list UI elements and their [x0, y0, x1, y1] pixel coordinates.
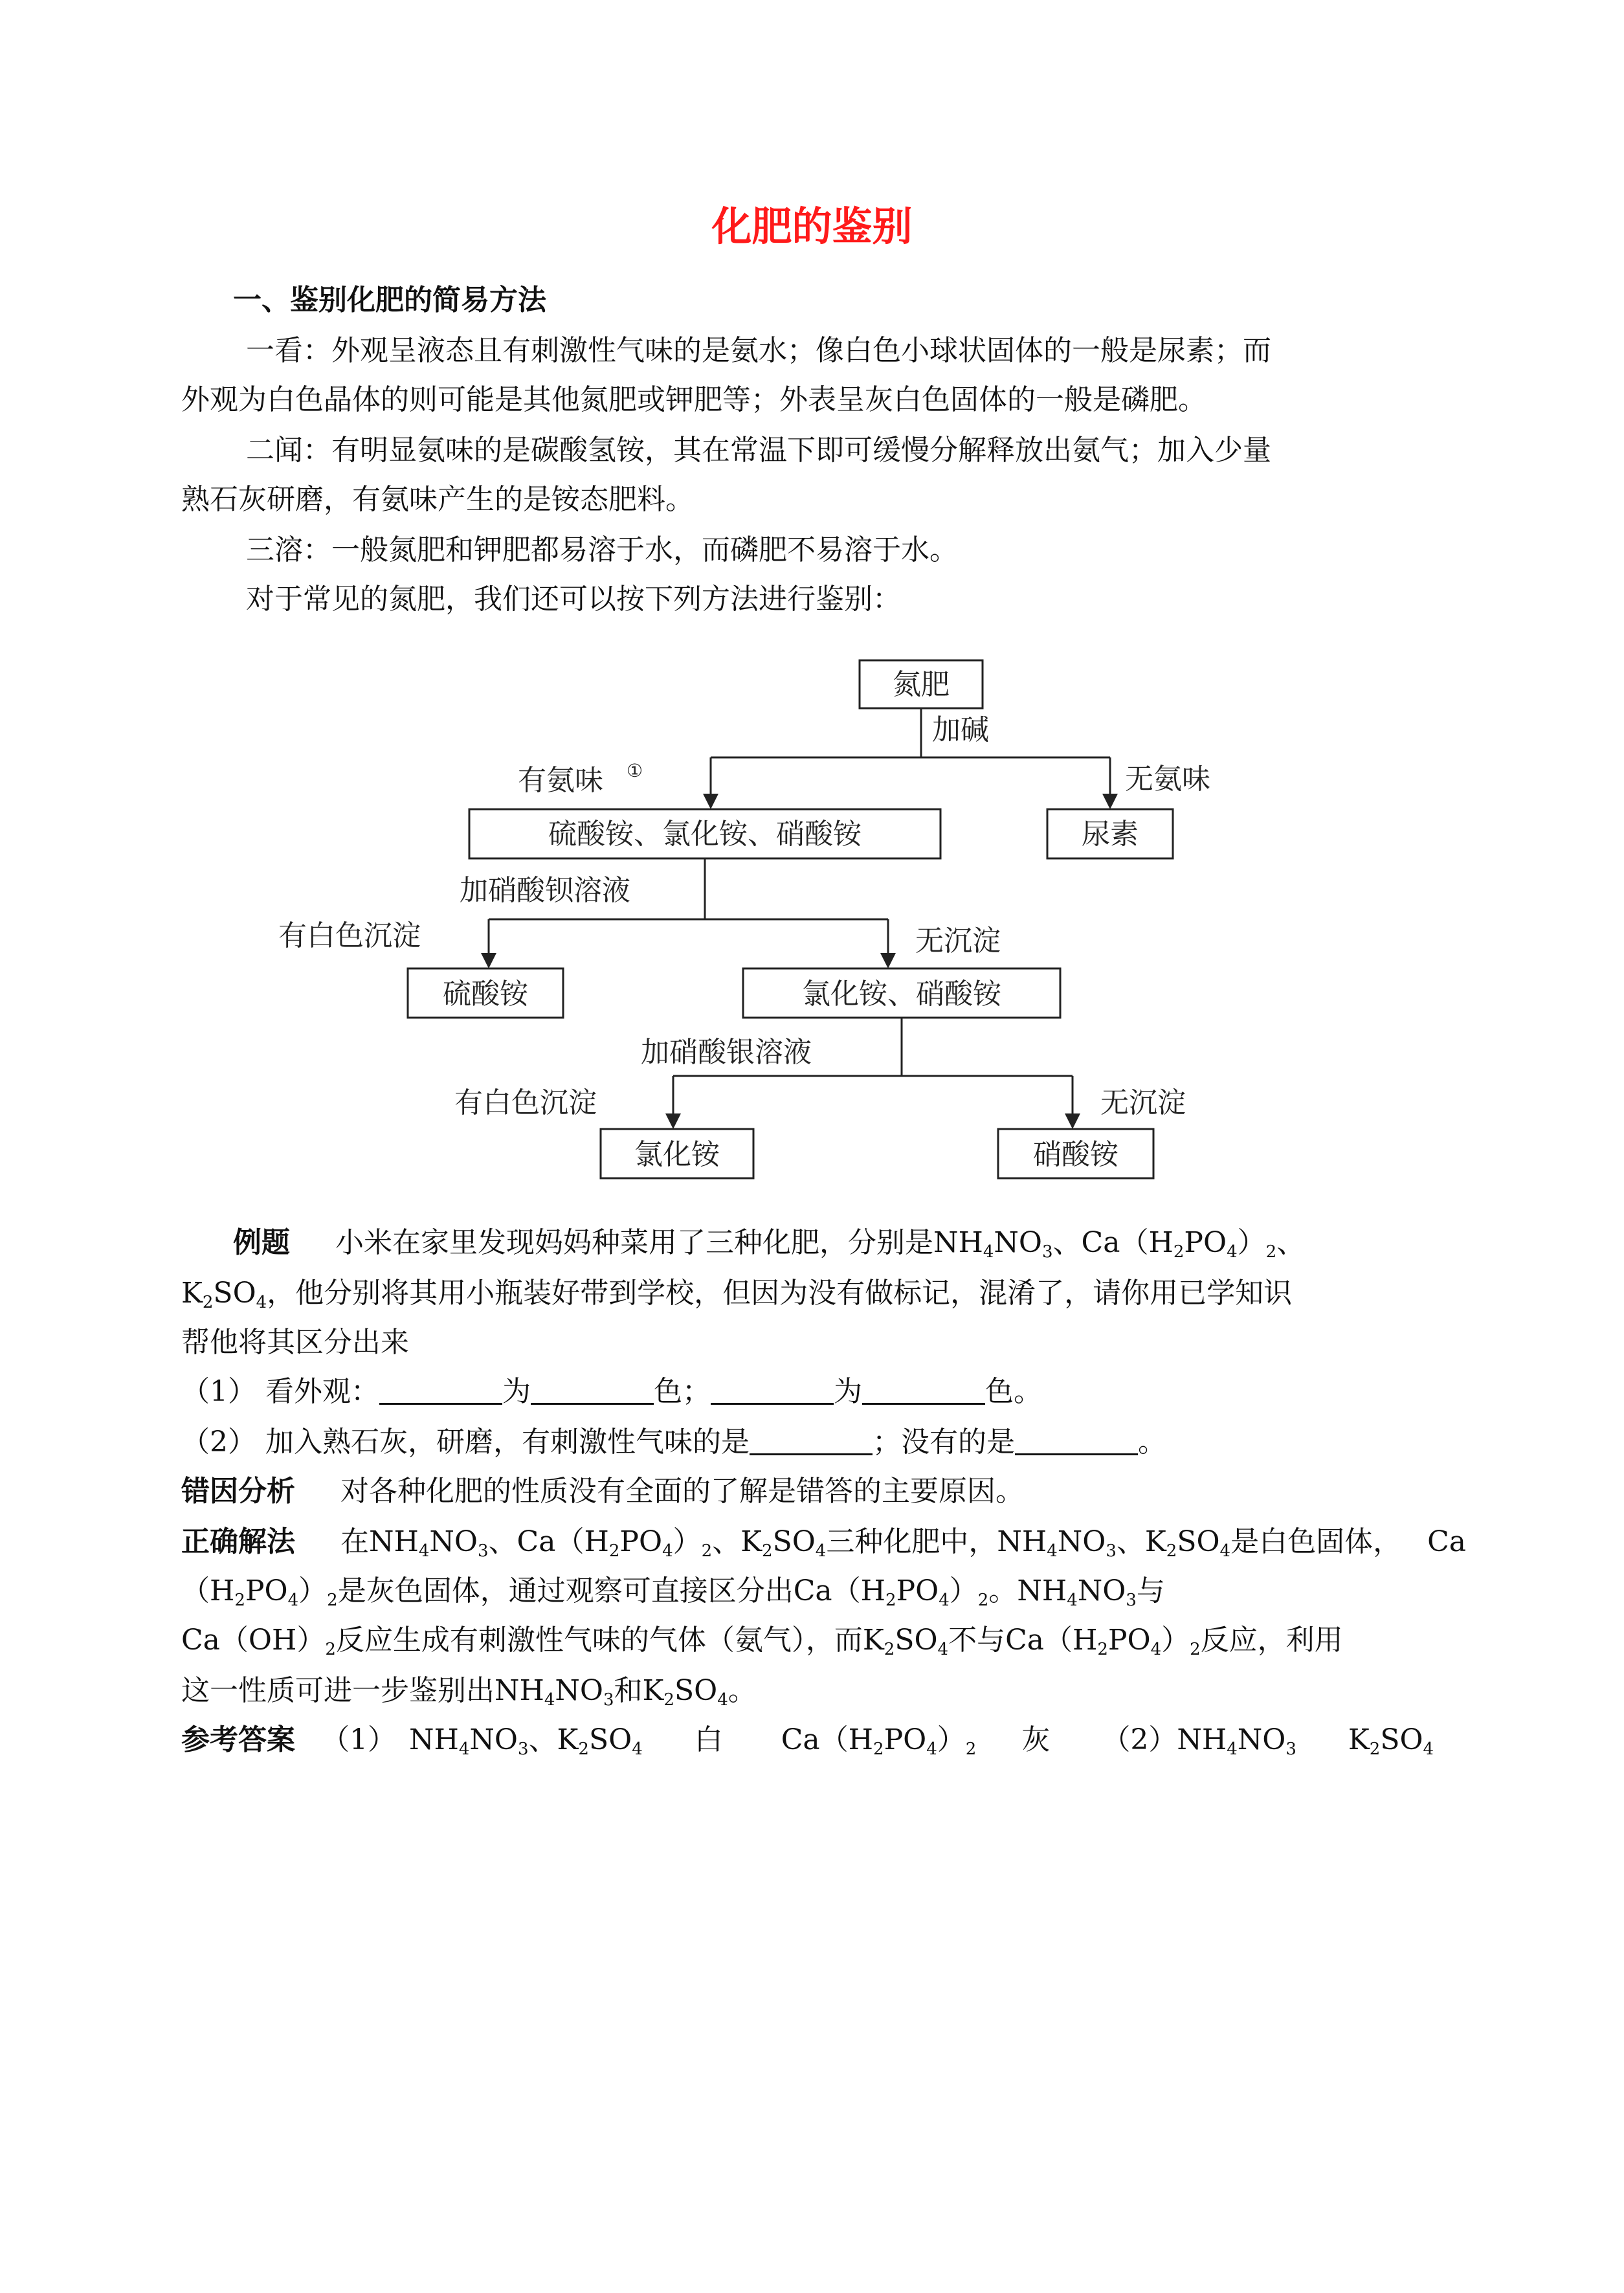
label-no-precipitate-2: 无沉淀 — [1100, 1086, 1186, 1119]
smell-line-2: 熟石灰研磨，有氨味产生的是铵态肥料。 — [181, 483, 694, 516]
blank-1[interactable] — [379, 1374, 502, 1405]
error-analysis-label: 错因分析 — [181, 1475, 295, 1508]
question-2: （2） 加入熟石灰，研磨，有刺激性气味的是 ；没有的是 。 — [181, 1426, 1166, 1459]
example-line-1: 例题 小米在家里发现妈妈种菜用了三种化肥，分别是$NH_4NO_3$、$Ca(H_2PO_4)_2$、 — [233, 1226, 1306, 1262]
page-title: 化肥的鉴别 — [711, 203, 913, 250]
label-add-barium-nitrate: 加硝酸钡溶液 — [460, 874, 630, 907]
answer-label: 参考答案 — [181, 1723, 295, 1756]
label-no-ammonia-smell: 无氨味 — [1125, 763, 1210, 796]
solution-line-3: $Ca(OH)_2$反应生成有刺激性气味的气体（氨气），而$K_2SO_4$不与$Ca(H_2PO_4)_2$反应，利用 — [181, 1624, 1343, 1659]
node-urea-label: 尿素 — [1082, 818, 1139, 851]
node-chloride-nitrate-label: 氯化铵、硝酸铵 — [802, 978, 1001, 1011]
blank-2[interactable] — [531, 1374, 654, 1405]
formula-k2so4: $K_2SO_4$ — [181, 1277, 267, 1312]
label-add-silver-nitrate: 加硝酸银溶液 — [641, 1036, 812, 1069]
example-line-2: $K_2SO_4$，他分别将其用小瓶装好带到学校，但因为没有做标记，混淆了，请你用已学知识 — [181, 1277, 1293, 1312]
look-line-2: 外观为白色晶体的则可能是其他氮肥或钾肥等；外表呈灰白色固体的一般是磷肥。 — [181, 383, 1207, 416]
label-add-base: 加碱 — [932, 713, 989, 746]
solution-line-1: 正确解法 在$NH_4NO_3$、$Ca(H_2PO_4)_2$、$K_2SO_4$三种化肥中，$NH_4NO_3$、$K_2SO_4$是白色固体， Ca — [181, 1525, 1466, 1561]
node-ammonium-chloride-label: 氯化铵 — [634, 1138, 720, 1171]
example-line-3: 帮他将其区分出来 — [181, 1326, 409, 1359]
formula-nh4no3: $NH_4NO_3$ — [933, 1226, 1053, 1262]
blank-6[interactable] — [1015, 1425, 1138, 1455]
blank-5[interactable] — [750, 1425, 873, 1455]
flowchart-intro: 对于常见的氮肥，我们还可以按下列方法进行鉴别： — [246, 583, 901, 616]
label-no-precipitate-1: 无沉淀 — [915, 924, 1001, 957]
dissolve-line: 三溶：一般氮肥和钾肥都易溶于水，而磷肥不易溶于水。 — [246, 533, 958, 566]
label-white-precipitate-2: 有白色沉淀 — [454, 1086, 597, 1119]
question-1: （1） 看外观： 为 色； 为 色。 — [181, 1375, 1042, 1408]
formula-ca-h2po4-2: $Ca(H_2PO_4)_2$ — [1081, 1226, 1277, 1262]
node-ammonium-sulfate-label: 硫酸铵 — [443, 978, 528, 1011]
smell-line-1: 二闻：有明显氨味的是碳酸氢铵，其在常温下即可缓慢分解释放出氨气；加入少量 — [246, 434, 1271, 467]
node-ammonium-nitrate-label: 硝酸铵 — [1033, 1138, 1118, 1171]
blank-4[interactable] — [862, 1374, 985, 1405]
reference-answer: 参考答案 （1） $NH_4NO_3$、$K_2SO_4$ 白 $Ca(H_2PO_4)_2$ 灰 $(2)NH_4NO_3$ $K_2SO_4$ — [181, 1723, 1434, 1759]
section-heading: 一、鉴别化肥的简易方法 — [233, 284, 546, 317]
solution-line-4: 这一性质可进一步鉴别出$NH_4NO_3$和$K_2SO_4$。 — [181, 1674, 757, 1710]
look-line-1: 一看：外观呈液态且有刺激性气味的是氨水；像白色小球状固体的一般是尿素；而 — [246, 334, 1271, 367]
blank-3[interactable] — [711, 1374, 834, 1405]
label-ammonia-smell: 有氨味 — [518, 764, 603, 797]
node-nitrogen-fertilizer-label: 氮肥 — [893, 668, 950, 701]
node-three-ammonium-salts-label: 硫酸铵、氯化铵、硝酸铵 — [548, 818, 862, 851]
solution-line-2: $(H_2PO_4)_2$是灰色固体，通过观察可直接区分出$Ca(H_2PO_4)_2$。$NH_4NO_3$与 — [181, 1574, 1165, 1610]
label-white-precipitate-1: 有白色沉淀 — [278, 919, 421, 952]
solution-label: 正确解法 — [181, 1525, 295, 1558]
example-label: 例题 — [233, 1226, 290, 1259]
error-analysis: 错因分析 对各种化肥的性质没有全面的了解是错答的主要原因。 — [181, 1475, 1024, 1508]
footnote-mark: ① — [627, 760, 643, 781]
